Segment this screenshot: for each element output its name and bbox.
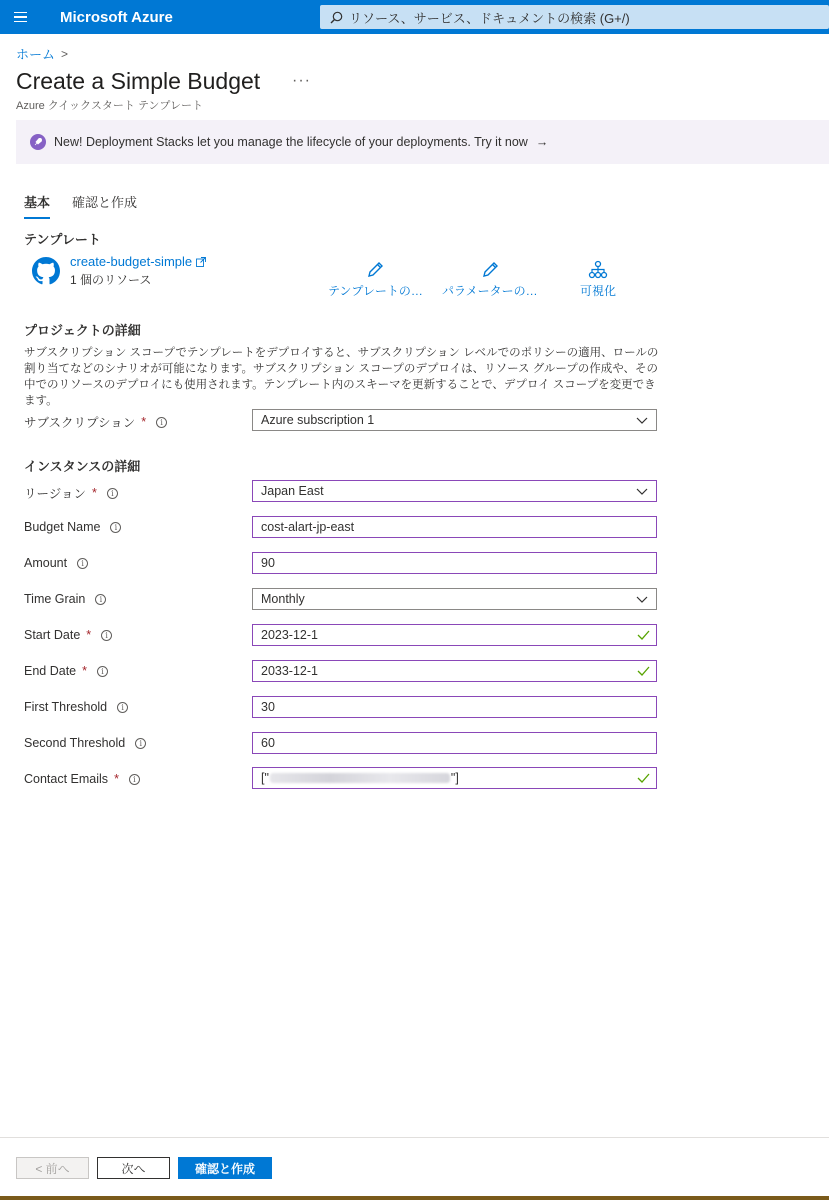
pencil-icon <box>365 260 385 280</box>
visualize-button[interactable] <box>580 260 616 299</box>
info-icon[interactable]: i <box>77 558 88 569</box>
subscription-value: Azure subscription 1 <box>261 413 375 427</box>
second-threshold-value: 60 <box>261 736 275 750</box>
next-button[interactable]: 次へ <box>97 1157 170 1179</box>
tab-review-create[interactable]: 確認と作成 <box>72 195 138 210</box>
amount-label <box>24 556 88 570</box>
contact-emails-label-text: Contact Emails <box>24 772 109 786</box>
region-value: Japan East <box>261 484 324 498</box>
search-input[interactable] <box>320 5 829 29</box>
second-threshold-label-text: Second Threshold <box>24 736 126 750</box>
edit-parameters-label: パラメーターの… <box>442 284 538 298</box>
end-date-label <box>24 664 108 678</box>
instance-details-heading: インスタンスの詳細 <box>24 459 141 474</box>
edit-template-label: テンプレートの… <box>328 284 423 298</box>
info-icon[interactable]: i <box>135 738 146 749</box>
tab-basics[interactable]: 基本 <box>24 192 50 219</box>
info-icon[interactable]: i <box>101 630 112 641</box>
info-icon[interactable]: i <box>117 702 128 713</box>
subscription-select[interactable] <box>252 409 657 431</box>
deployment-stacks-banner[interactable] <box>16 120 829 164</box>
contact-emails-input[interactable] <box>252 767 657 789</box>
chevron-down-icon <box>636 594 648 604</box>
time-grain-label-text: Time Grain <box>24 592 86 606</box>
info-icon[interactable]: i <box>95 594 106 605</box>
info-icon[interactable]: i <box>129 774 140 785</box>
budget-name-label <box>24 520 121 534</box>
project-description: サブスクリプション スコープでテンプレートをデプロイすると、サブスクリプション レベルでのポリシーの適用、ロールの割り当てなどのシナリオが可能になります。サブスクリプション スコープのデプロイは、リソース グループの作成や、その中でのリソースのデプロイにも使用されます。テンプレート内のスキーマを更新することで、デプロイ スコープを変更できます。 <box>24 347 659 407</box>
hierarchy-icon <box>588 260 608 280</box>
required-marker: * <box>141 415 147 429</box>
footer-bar <box>0 1137 829 1200</box>
budget-name-input[interactable] <box>252 516 657 538</box>
amount-value: 90 <box>261 556 275 570</box>
info-icon[interactable]: i <box>110 522 121 533</box>
review-create-button[interactable]: 確認と作成 <box>178 1157 272 1179</box>
info-icon[interactable]: i <box>156 417 167 428</box>
start-date-value: 2023-12-1 <box>261 628 318 642</box>
budget-name-value: cost-alart-jp-east <box>261 520 355 534</box>
taskbar-edge <box>0 1196 829 1200</box>
second-threshold-input[interactable] <box>252 732 657 754</box>
amount-input[interactable] <box>252 552 657 574</box>
external-link-icon <box>196 257 206 267</box>
chevron-down-icon <box>636 486 648 496</box>
template-heading: テンプレート <box>24 232 101 247</box>
region-label-text: リージョン <box>24 487 87 501</box>
pencil-icon <box>480 260 500 280</box>
region-select[interactable] <box>252 480 657 502</box>
breadcrumb-separator: > <box>61 46 69 61</box>
subscription-label-text: サブスクリプション <box>24 416 136 430</box>
contact-emails-prefix: [" <box>261 771 269 785</box>
template-info <box>32 254 206 288</box>
start-date-label-text: Start Date <box>24 628 81 642</box>
contact-emails-suffix: "] <box>450 771 459 785</box>
contact-emails-label <box>24 772 140 786</box>
tab-list <box>24 192 137 219</box>
redacted-email <box>270 773 450 783</box>
edit-parameters-button[interactable] <box>442 260 538 299</box>
arrow-right-icon: → <box>535 135 549 149</box>
github-icon <box>32 257 60 285</box>
breadcrumb-home[interactable]: ホーム <box>16 47 56 62</box>
info-icon[interactable]: i <box>107 488 118 499</box>
time-grain-label <box>24 592 106 606</box>
region-label <box>24 484 118 502</box>
info-icon[interactable]: i <box>97 666 108 677</box>
time-grain-select[interactable] <box>252 588 657 610</box>
chevron-down-icon <box>636 415 648 425</box>
end-date-value: 2033-12-1 <box>261 664 318 678</box>
menu-icon[interactable] <box>0 0 40 34</box>
visualize-label: 可視化 <box>580 284 617 298</box>
first-threshold-input[interactable] <box>252 696 657 718</box>
amount-label-text: Amount <box>24 556 68 570</box>
end-date-input[interactable] <box>252 660 657 682</box>
rocket-icon <box>30 134 46 150</box>
edit-template-button[interactable] <box>328 260 423 299</box>
resource-count: 1 個のリソース <box>70 273 152 287</box>
first-threshold-label-text: First Threshold <box>24 700 108 714</box>
end-date-label-text: End Date <box>24 664 77 678</box>
time-grain-value: Monthly <box>261 592 305 606</box>
more-options-button[interactable]: ··· <box>292 72 311 89</box>
page-subtitle: Azure クイックスタート テンプレート <box>16 100 203 112</box>
start-date-input[interactable] <box>252 624 657 646</box>
template-link[interactable] <box>70 254 206 269</box>
top-bar <box>0 0 829 34</box>
project-details-heading: プロジェクトの詳細 <box>24 323 141 338</box>
budget-name-label-text: Budget Name <box>24 520 101 534</box>
banner-text: New! Deployment Stacks let you manage the lifecycle of your deployments. Try it now <box>54 135 528 149</box>
page-title: Create a Simple Budget <box>16 68 261 94</box>
search-placeholder: リソース、サービス、ドキュメントの検索 (G+/) <box>349 10 630 26</box>
second-threshold-label <box>24 736 146 750</box>
brand-title[interactable]: Microsoft Azure <box>60 8 173 26</box>
breadcrumb <box>16 44 68 63</box>
required-marker: * <box>92 486 97 500</box>
first-threshold-label <box>24 700 128 714</box>
checkmark-icon <box>637 665 650 677</box>
checkmark-icon <box>637 629 650 641</box>
subscription-label <box>24 413 167 431</box>
first-threshold-value: 30 <box>261 700 275 714</box>
required-marker: * <box>86 628 92 642</box>
required-marker: * <box>114 772 119 786</box>
search-icon <box>330 11 343 24</box>
start-date-label <box>24 628 112 642</box>
template-name: create-budget-simple <box>70 254 193 269</box>
checkmark-icon <box>637 772 650 784</box>
previous-button[interactable]: < 前へ <box>16 1157 89 1179</box>
required-marker: * <box>82 664 87 678</box>
